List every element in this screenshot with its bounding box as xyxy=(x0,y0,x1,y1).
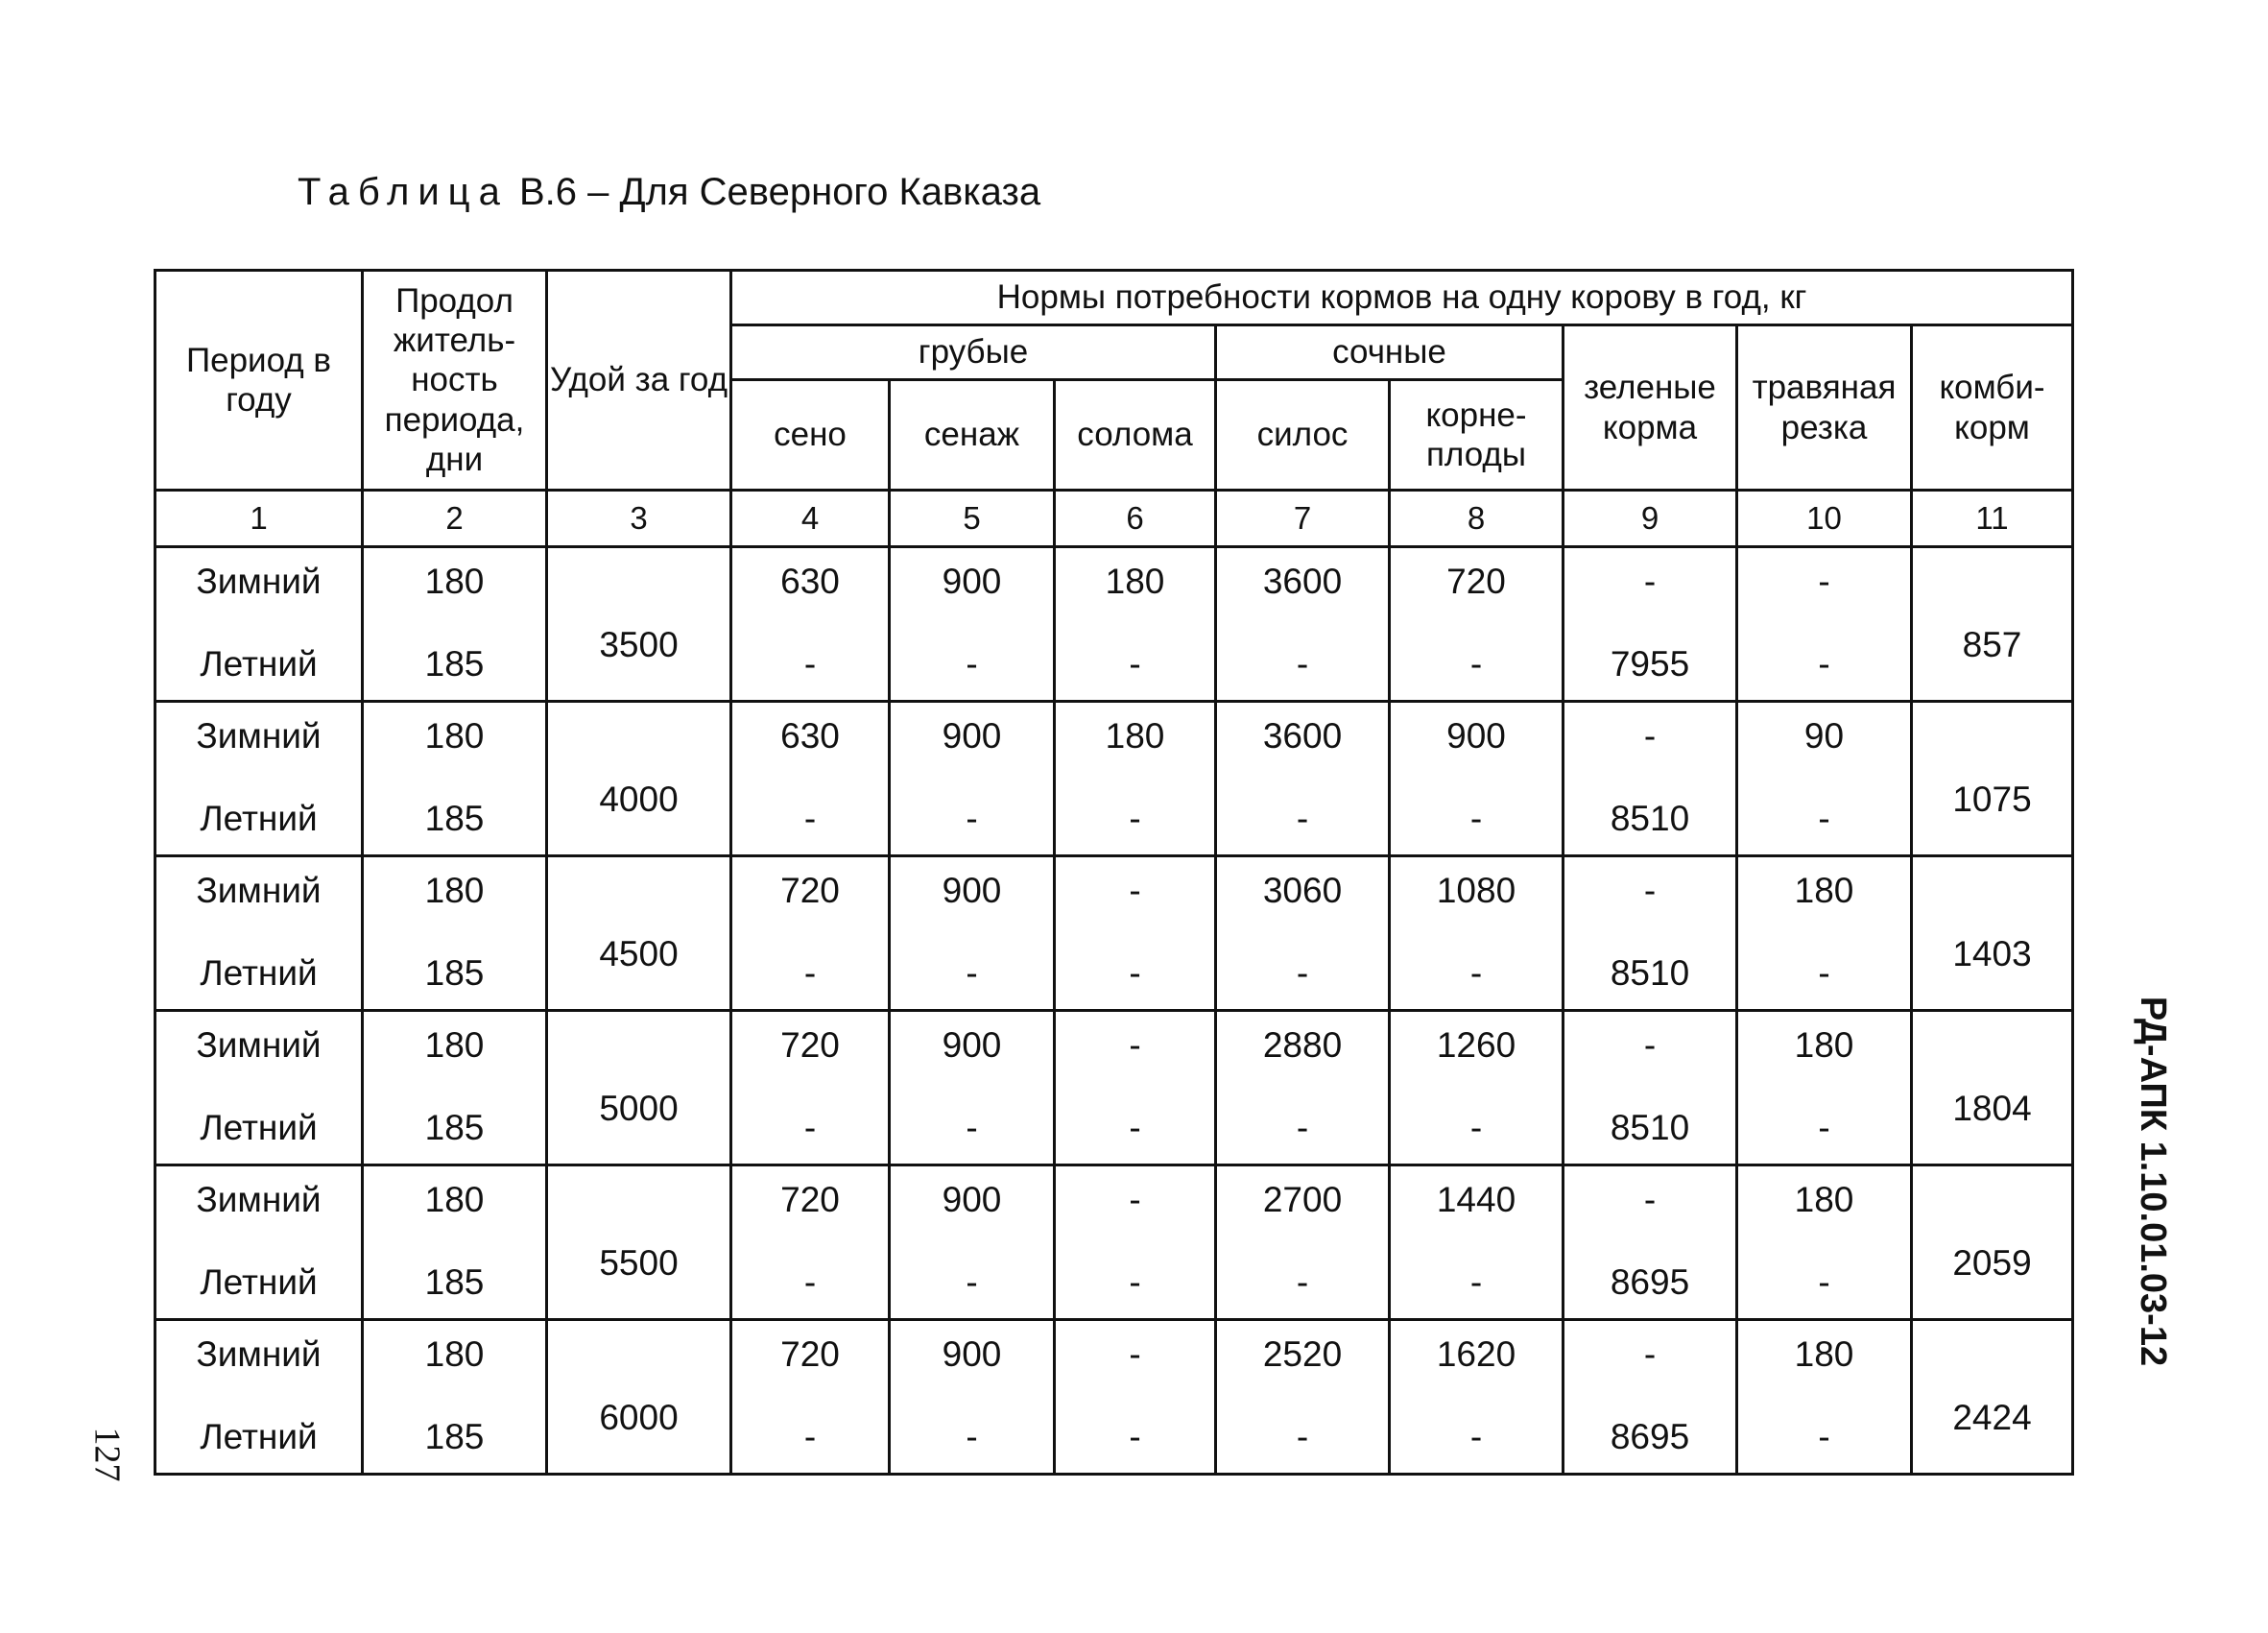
cell-grass-summer: - xyxy=(1818,1417,1830,1457)
cell-hay xyxy=(731,547,890,702)
cell-days-winter: 180 xyxy=(424,716,485,756)
page-number-text: 127 xyxy=(86,1427,127,1482)
header-period: Период в году xyxy=(155,271,363,491)
table-row xyxy=(155,547,2073,702)
cell-combi-value: 1403 xyxy=(1952,934,2032,974)
cell-period xyxy=(155,1165,363,1320)
cell-hay-summer: - xyxy=(803,1108,817,1148)
header-straw: солома xyxy=(1055,380,1216,491)
cell-yield xyxy=(547,856,731,1011)
cell-days-summer: 185 xyxy=(424,1108,485,1148)
cell-silage-winter: 2880 xyxy=(1262,1025,1343,1065)
table-row xyxy=(155,856,2073,1011)
cell-yield xyxy=(547,1320,731,1475)
cell-silage xyxy=(1216,856,1390,1011)
cell-silage-winter: 3600 xyxy=(1262,562,1343,601)
cell-period-winter: Зимний xyxy=(196,1334,322,1374)
cell-straw-summer: - xyxy=(1129,1262,1141,1303)
table-row xyxy=(155,1165,2073,1320)
cell-green-winter: - xyxy=(1643,1334,1657,1374)
cell-straw xyxy=(1055,547,1216,702)
cell-roots-winter: 1620 xyxy=(1436,1334,1516,1374)
cell-haylage-winter: 900 xyxy=(942,562,1002,601)
cell-straw-summer: - xyxy=(1129,1108,1141,1148)
cell-days xyxy=(363,1320,547,1475)
cell-haylage-summer: - xyxy=(966,953,978,994)
cell-green xyxy=(1564,1011,1737,1165)
cell-days xyxy=(363,702,547,856)
cell-period-winter: Зимний xyxy=(196,562,322,601)
cell-grass xyxy=(1737,1011,1912,1165)
cell-straw-summer: - xyxy=(1129,1417,1141,1457)
cell-period xyxy=(155,1320,363,1475)
cell-silage xyxy=(1216,547,1390,702)
cell-silage-winter: 2520 xyxy=(1262,1334,1343,1374)
document-code xyxy=(2124,970,2182,1392)
column-number: 11 xyxy=(1912,491,2073,547)
header-roots: корне-плоды xyxy=(1390,380,1564,491)
cell-roots-winter: 1440 xyxy=(1436,1180,1516,1219)
cell-roots-winter: 1080 xyxy=(1436,871,1516,910)
column-number: 6 xyxy=(1055,491,1216,547)
cell-combi xyxy=(1912,547,2073,702)
cell-green-summer: 8695 xyxy=(1610,1417,1690,1457)
cell-roots-summer: - xyxy=(1469,1262,1483,1303)
cell-grass-summer: - xyxy=(1818,1108,1830,1148)
cell-roots xyxy=(1390,547,1564,702)
cell-haylage xyxy=(890,547,1055,702)
cell-combi-value: 1804 xyxy=(1952,1089,2032,1129)
cell-hay-winter: 720 xyxy=(780,1180,840,1219)
cell-days-summer: 185 xyxy=(424,644,485,684)
cell-days xyxy=(363,1165,547,1320)
header-norms: Нормы потребности кормов на одну корову в год, кг xyxy=(731,271,2073,325)
cell-period xyxy=(155,1011,363,1165)
table-caption xyxy=(298,171,1040,214)
cell-green xyxy=(1564,1320,1737,1475)
header-hay: сено xyxy=(731,380,890,491)
cell-roots-winter: 720 xyxy=(1446,562,1506,601)
cell-period-summer: Летний xyxy=(200,799,318,839)
cell-silage-winter: 2700 xyxy=(1262,1180,1343,1219)
cell-haylage-winter: 900 xyxy=(942,716,1002,756)
cell-period-winter: Зимний xyxy=(196,1025,322,1065)
cell-combi xyxy=(1912,702,2073,856)
feed-norms-table xyxy=(154,269,2074,1476)
table-row xyxy=(155,1011,2073,1165)
header-succulent: сочные xyxy=(1216,325,1564,380)
cell-yield-value: 4000 xyxy=(599,780,679,820)
cell-green-summer: 8510 xyxy=(1610,953,1690,994)
cell-roots xyxy=(1390,1165,1564,1320)
cell-yield-value: 6000 xyxy=(599,1398,679,1438)
cell-grass-winter: 180 xyxy=(1794,1025,1854,1065)
cell-silage-summer: - xyxy=(1296,1417,1309,1457)
cell-grass-summer: - xyxy=(1818,644,1830,684)
cell-period-summer: Летний xyxy=(200,1417,318,1457)
cell-roots xyxy=(1390,1320,1564,1475)
column-number: 10 xyxy=(1737,491,1912,547)
cell-yield-value: 5000 xyxy=(599,1089,679,1129)
cell-green-winter: - xyxy=(1643,716,1657,756)
cell-grass-winter: 180 xyxy=(1794,1180,1854,1219)
cell-haylage-winter: 900 xyxy=(942,1025,1002,1065)
header-duration: Продол житель-ность периода, дни xyxy=(363,271,547,491)
cell-period-summer: Летний xyxy=(200,953,318,994)
cell-combi xyxy=(1912,856,2073,1011)
column-number: 5 xyxy=(890,491,1055,547)
cell-straw xyxy=(1055,702,1216,856)
table-row xyxy=(155,702,2073,856)
cell-haylage xyxy=(890,1011,1055,1165)
cell-grass-summer: - xyxy=(1818,799,1830,839)
cell-days-summer: 185 xyxy=(424,953,485,994)
cell-straw-winter: 180 xyxy=(1105,716,1165,756)
cell-haylage xyxy=(890,1320,1055,1475)
cell-green-summer: 7955 xyxy=(1610,644,1690,684)
cell-haylage-summer: - xyxy=(966,799,978,839)
cell-straw xyxy=(1055,1165,1216,1320)
cell-haylage-winter: 900 xyxy=(942,1180,1002,1219)
cell-grass-winter: 90 xyxy=(1803,716,1845,756)
cell-combi-value: 2059 xyxy=(1952,1243,2032,1284)
cell-silage xyxy=(1216,702,1390,856)
cell-combi-value: 1075 xyxy=(1952,780,2032,820)
cell-silage-winter: 3060 xyxy=(1262,871,1343,910)
column-number: 1 xyxy=(155,491,363,547)
cell-silage-summer: - xyxy=(1296,1108,1309,1148)
header-green: зеленые корма xyxy=(1564,325,1737,491)
cell-yield xyxy=(547,1165,731,1320)
header-combi: комби-корм xyxy=(1912,325,2073,491)
column-number: 8 xyxy=(1390,491,1564,547)
cell-straw-winter: - xyxy=(1129,1180,1141,1219)
cell-green-summer: 8510 xyxy=(1610,1108,1690,1148)
cell-period-winter: Зимний xyxy=(196,716,322,756)
cell-days-winter: 180 xyxy=(424,1025,485,1065)
caption-text: В.6 – Для Северного Кавказа xyxy=(508,171,1041,213)
cell-grass xyxy=(1737,856,1912,1011)
cell-green-summer: 8695 xyxy=(1610,1262,1690,1303)
cell-hay-winter: 720 xyxy=(780,1334,840,1374)
cell-haylage xyxy=(890,1165,1055,1320)
cell-period-winter: Зимний xyxy=(196,1180,322,1219)
cell-yield-value: 3500 xyxy=(599,625,679,665)
cell-hay-summer: - xyxy=(803,1262,817,1303)
cell-silage-summer: - xyxy=(1296,644,1309,684)
cell-haylage xyxy=(890,702,1055,856)
cell-grass-winter: 180 xyxy=(1794,871,1854,910)
cell-hay-summer: - xyxy=(803,799,817,839)
cell-hay xyxy=(731,702,890,856)
cell-period-summer: Летний xyxy=(200,644,318,684)
cell-straw-winter: 180 xyxy=(1105,562,1165,601)
cell-hay xyxy=(731,1165,890,1320)
cell-green-winter: - xyxy=(1643,562,1657,601)
cell-straw-summer: - xyxy=(1129,953,1141,994)
cell-combi xyxy=(1912,1320,2073,1475)
cell-green xyxy=(1564,856,1737,1011)
cell-hay-winter: 630 xyxy=(780,562,840,601)
cell-green xyxy=(1564,702,1737,856)
cell-period-summer: Летний xyxy=(200,1108,318,1148)
cell-silage-summer: - xyxy=(1296,799,1309,839)
cell-days-summer: 185 xyxy=(424,1417,485,1457)
cell-combi-value: 857 xyxy=(1962,625,2022,665)
caption-label: Таблица xyxy=(298,171,509,213)
cell-hay-winter: 720 xyxy=(780,871,840,910)
cell-roots-summer: - xyxy=(1469,953,1483,994)
cell-hay-summer: - xyxy=(803,953,817,994)
header-silage: силос xyxy=(1216,380,1390,491)
cell-grass xyxy=(1737,1320,1912,1475)
page-number xyxy=(83,1416,131,1493)
cell-hay xyxy=(731,1011,890,1165)
cell-haylage-winter: 900 xyxy=(942,1334,1002,1374)
cell-grass xyxy=(1737,702,1912,856)
cell-period xyxy=(155,547,363,702)
cell-hay-summer: - xyxy=(803,644,817,684)
column-number: 4 xyxy=(731,491,890,547)
cell-haylage-summer: - xyxy=(966,1262,978,1303)
cell-days xyxy=(363,547,547,702)
cell-straw xyxy=(1055,1011,1216,1165)
table-row xyxy=(155,1320,2073,1475)
cell-days-summer: 185 xyxy=(424,799,485,839)
cell-straw xyxy=(1055,1320,1216,1475)
cell-green-summer: 8510 xyxy=(1610,799,1690,839)
cell-roots xyxy=(1390,856,1564,1011)
cell-hay xyxy=(731,856,890,1011)
cell-period-winter: Зимний xyxy=(196,871,322,910)
cell-roots-summer: - xyxy=(1469,644,1483,684)
cell-period-summer: Летний xyxy=(200,1262,318,1303)
cell-green xyxy=(1564,547,1737,702)
header-grass: травяная резка xyxy=(1737,325,1912,491)
column-number: 7 xyxy=(1216,491,1390,547)
cell-combi xyxy=(1912,1165,2073,1320)
cell-days-winter: 180 xyxy=(424,562,485,601)
cell-silage-winter: 3600 xyxy=(1262,716,1343,756)
cell-haylage-summer: - xyxy=(966,1417,978,1457)
cell-hay-winter: 630 xyxy=(780,716,840,756)
cell-straw-summer: - xyxy=(1129,644,1141,684)
cell-haylage-summer: - xyxy=(966,644,978,684)
cell-days-summer: 185 xyxy=(424,1262,485,1303)
cell-straw-winter: - xyxy=(1129,1025,1141,1065)
cell-roots xyxy=(1390,702,1564,856)
cell-green-winter: - xyxy=(1643,871,1657,910)
table-body xyxy=(155,491,2073,1475)
cell-roots-summer: - xyxy=(1469,1108,1483,1148)
cell-silage xyxy=(1216,1320,1390,1475)
document-code-text: РД-АПК 1.10.01.03-12 xyxy=(2133,996,2174,1366)
cell-silage-summer: - xyxy=(1296,1262,1309,1303)
cell-haylage-winter: 900 xyxy=(942,871,1002,910)
cell-roots-summer: - xyxy=(1469,799,1483,839)
cell-green-winter: - xyxy=(1643,1025,1657,1065)
cell-grass xyxy=(1737,1165,1912,1320)
cell-days xyxy=(363,856,547,1011)
cell-grass xyxy=(1737,547,1912,702)
header-rough: грубые xyxy=(731,325,1216,380)
cell-haylage-summer: - xyxy=(966,1108,978,1148)
cell-roots xyxy=(1390,1011,1564,1165)
cell-hay-summer: - xyxy=(803,1417,817,1457)
cell-combi xyxy=(1912,1011,2073,1165)
cell-yield-value: 5500 xyxy=(599,1243,679,1284)
cell-straw-winter: - xyxy=(1129,1334,1141,1374)
cell-green xyxy=(1564,1165,1737,1320)
cell-yield xyxy=(547,547,731,702)
cell-hay-winter: 720 xyxy=(780,1025,840,1065)
cell-days-winter: 180 xyxy=(424,1334,485,1374)
cell-roots-summer: - xyxy=(1469,1417,1483,1457)
cell-grass-summer: - xyxy=(1818,1262,1830,1303)
cell-grass-summer: - xyxy=(1818,953,1830,994)
cell-roots-winter: 900 xyxy=(1446,716,1506,756)
header-yield: Удой за год xyxy=(547,271,731,491)
cell-hay xyxy=(731,1320,890,1475)
cell-green-winter: - xyxy=(1643,1180,1657,1219)
cell-straw-winter: - xyxy=(1129,871,1141,910)
cell-silage xyxy=(1216,1165,1390,1320)
cell-days-winter: 180 xyxy=(424,871,485,910)
column-number: 9 xyxy=(1564,491,1737,547)
cell-combi-value: 2424 xyxy=(1952,1398,2032,1438)
cell-yield-value: 4500 xyxy=(599,934,679,974)
cell-grass-winter: 180 xyxy=(1794,1334,1854,1374)
cell-straw xyxy=(1055,856,1216,1011)
cell-days xyxy=(363,1011,547,1165)
column-number: 3 xyxy=(547,491,731,547)
column-number-row xyxy=(155,491,2073,547)
cell-grass-winter: - xyxy=(1818,562,1830,601)
cell-period xyxy=(155,702,363,856)
cell-silage-summer: - xyxy=(1296,953,1309,994)
cell-straw-summer: - xyxy=(1129,799,1141,839)
cell-yield xyxy=(547,702,731,856)
cell-days-winter: 180 xyxy=(424,1180,485,1219)
cell-haylage xyxy=(890,856,1055,1011)
header-haylage: сенаж xyxy=(890,380,1055,491)
cell-roots-winter: 1260 xyxy=(1436,1025,1516,1065)
column-number: 2 xyxy=(363,491,547,547)
cell-yield xyxy=(547,1011,731,1165)
cell-silage xyxy=(1216,1011,1390,1165)
cell-period xyxy=(155,856,363,1011)
